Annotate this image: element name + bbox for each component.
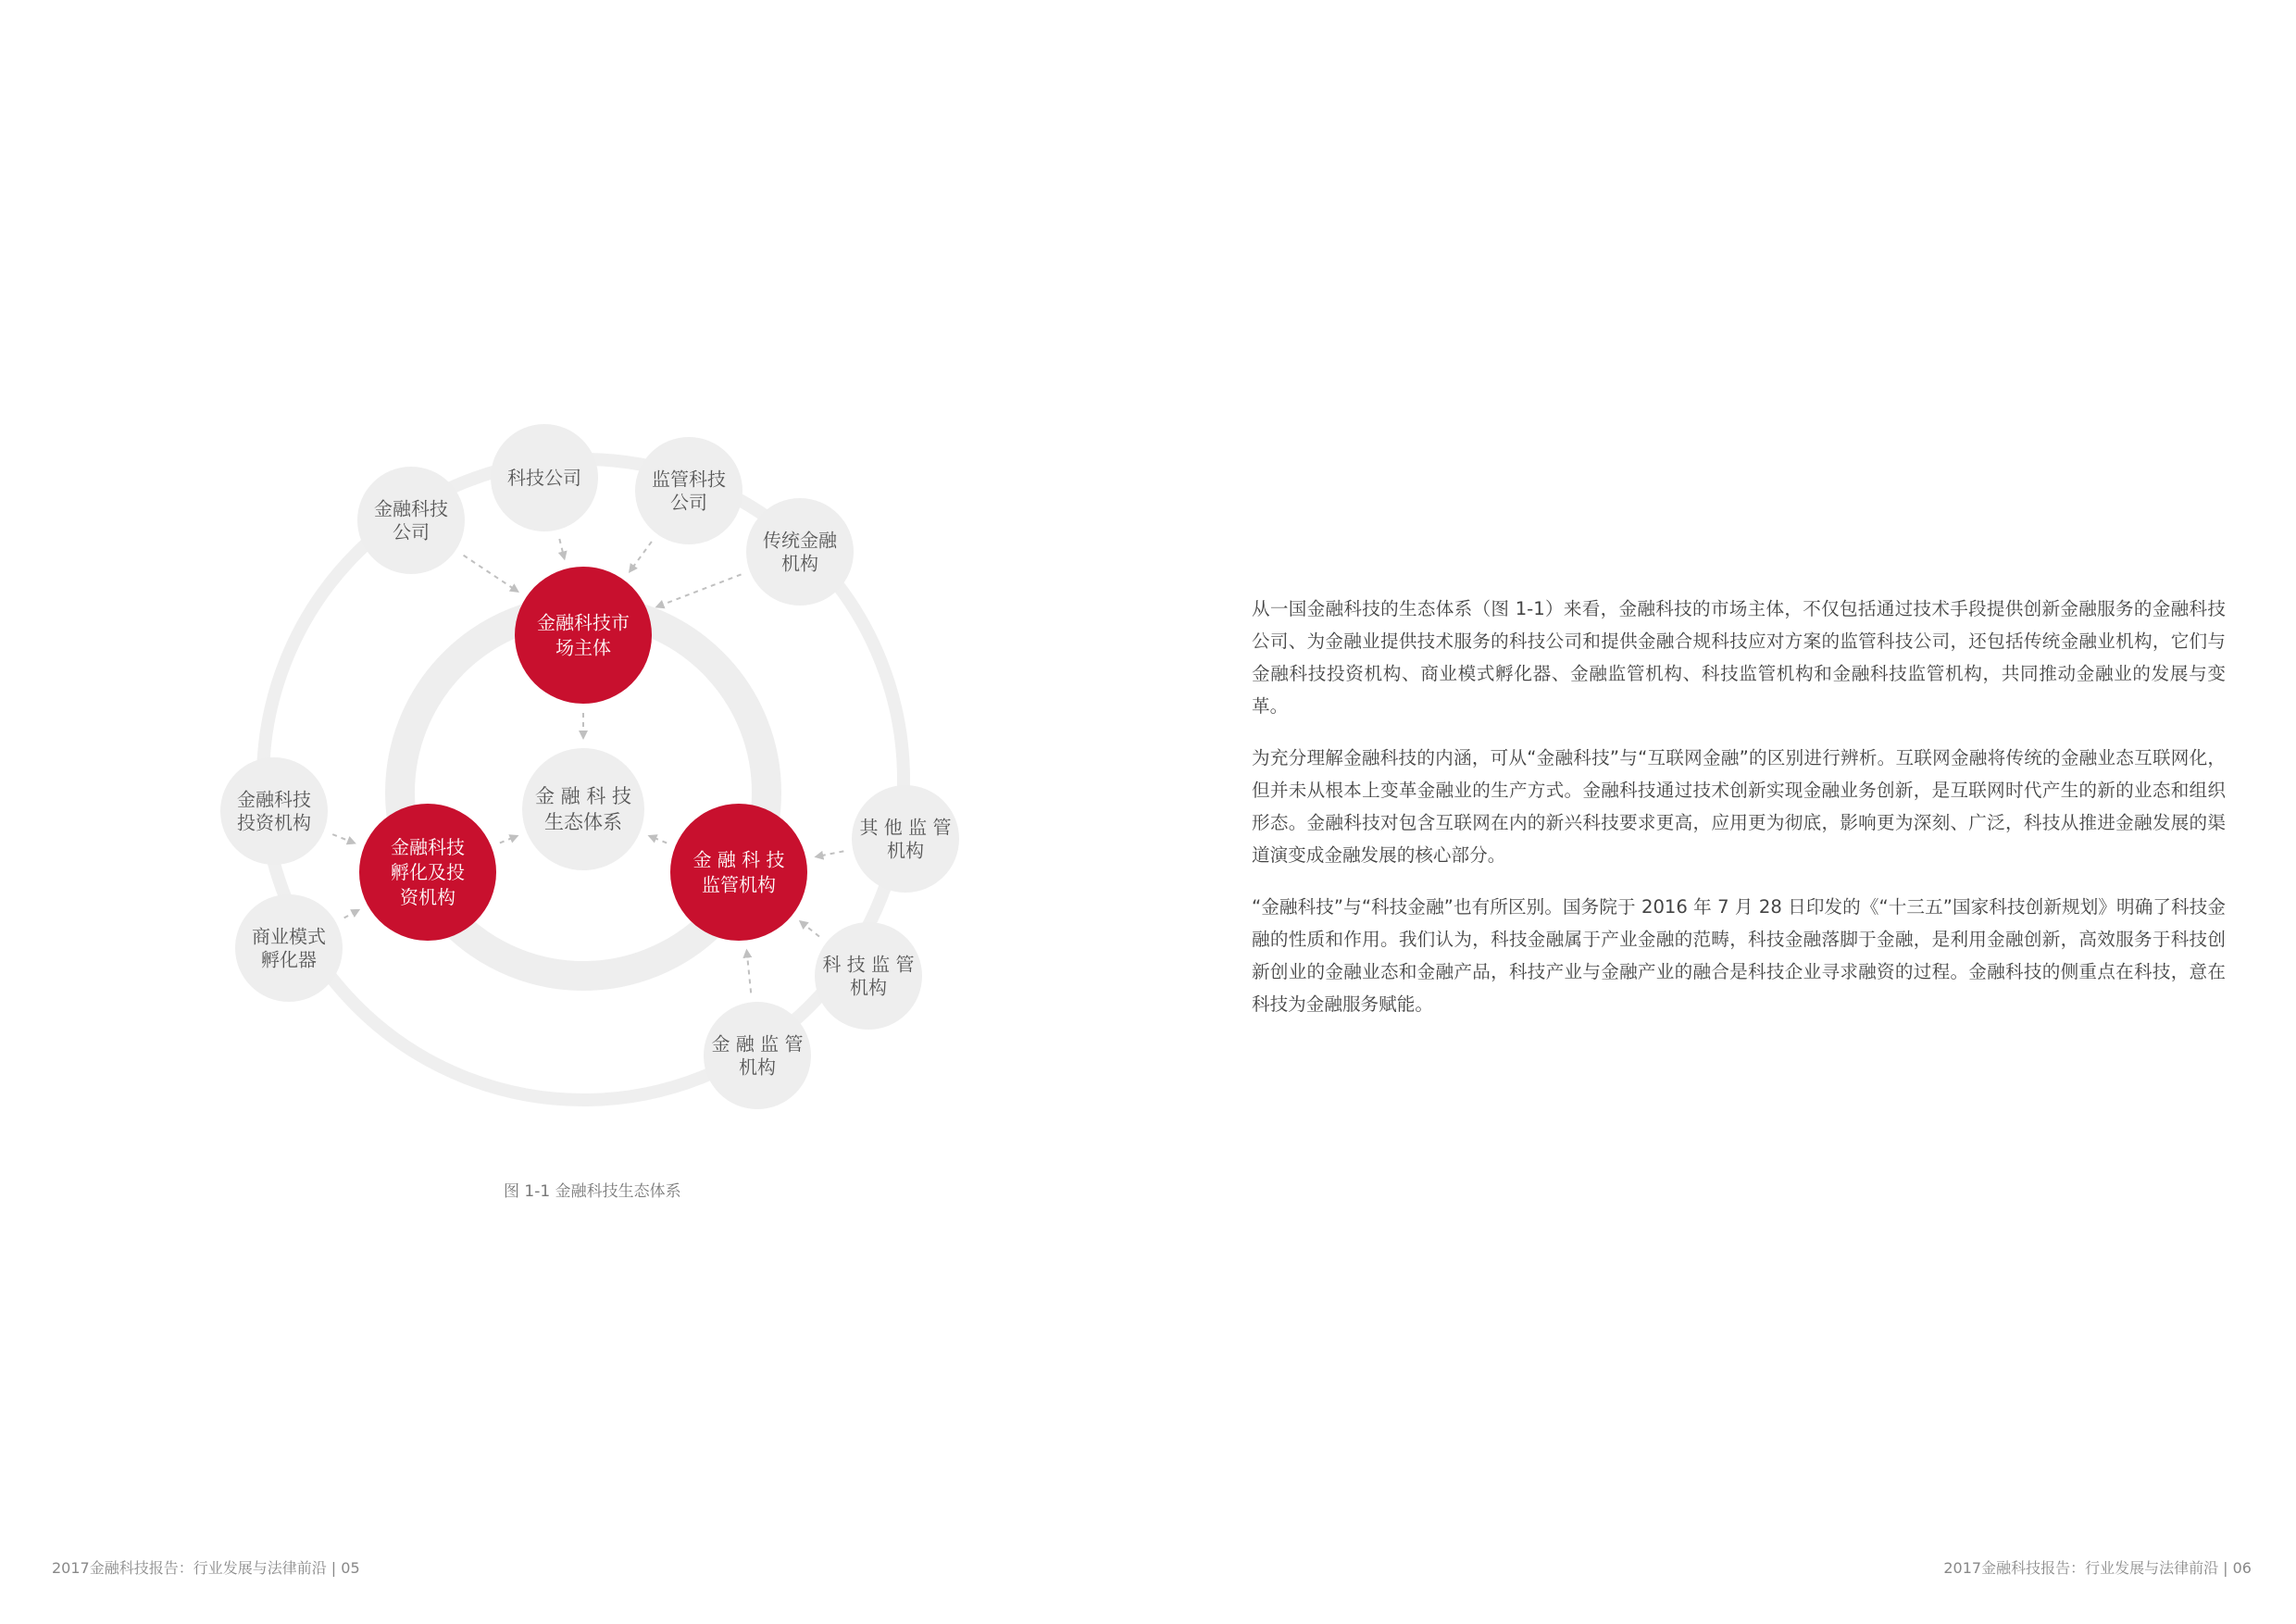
node-label-other-regulator-2: 机构 (887, 839, 924, 862)
node-label-center-2: 生态体系 (544, 811, 622, 833)
node-center (522, 748, 644, 870)
node-finance-regulator (704, 1002, 811, 1109)
node-label-other-regulator-1: 其 他 监 管 (859, 816, 952, 839)
node-circle-regulator (670, 804, 807, 941)
node-label-market-2: 场主体 (555, 636, 611, 659)
arrow-traditional-finance-to-market (657, 574, 741, 606)
arrow-regtech-company-to-market (630, 542, 652, 571)
node-incubator (359, 804, 496, 941)
arrow-incubator-to-center (500, 836, 517, 843)
arrow-tech-regulator-to-regulator (801, 922, 819, 937)
node-label-finance-regulator-2: 机构 (739, 1056, 776, 1079)
fintech-ecosystem-diagram (0, 0, 1148, 1204)
node-label-fintech-company-1: 金融科技 (374, 497, 448, 520)
node-traditional-finance (746, 498, 854, 606)
node-label-center-1: 金 融 科 技 (534, 785, 632, 807)
body-text (1252, 593, 2226, 1040)
arrow-regulator-to-center (650, 836, 667, 843)
node-label-fintech-investment-1: 金融科技 (237, 788, 311, 811)
footer-left-page-number: 2017金融科技报告：行业发展与法律前沿 | 05 (52, 1559, 360, 1577)
paragraph-3: “金融科技”与“科技金融”也有所区别。国务院于 2016 年 7 月 28 日印发的《“十三五”国家科技创新规划》明确了科技金融的性质和作用。我们认为，科技金融属于产业金融的范畴，科技金融落脚于金融，是利用金融创新，高效服务于科技创新创业的金融业态和金融产品，科技产业与金融产业的融合是科技企业寻求融资的过程。金融科技的侧重点在科技，意在科技为金融服务赋能。 (1252, 896, 2226, 1015)
node-label-tech-regulator-1: 科 技 监 管 (822, 953, 915, 976)
node-label-business-incubator-1: 商业模式 (252, 925, 326, 948)
node-label-fintech-investment-2: 投资机构 (237, 811, 311, 834)
node-regulator (670, 804, 807, 941)
paragraph-2: 为充分理解金融科技的内涵，可从“金融科技”与“互联网金融”的区别进行辨析。互联网金融将传统的金融业态互联网化，但并未从根本上变革金融业的生产方式。金融科技通过技术创新实现金融业务创新，是互联网时代产生的新的业态和组织形态。金融科技对包含互联网在内的新兴科技要求更高，应用更为彻底，影响更为深刻、广泛，科技从推进金融发展的渠道演变成金融发展的核心部分。 (1252, 747, 2226, 866)
node-regtech-company (635, 437, 742, 544)
arrow-finance-regulator-to-regulator (747, 952, 752, 993)
arrow-fintech-company-to-market (464, 556, 518, 592)
node-label-incubator-2: 孵化及投 (391, 861, 465, 883)
nodes-group (220, 424, 959, 1109)
node-label-business-incubator-2: 孵化器 (261, 948, 317, 971)
node-label-market-1: 金融科技市 (537, 611, 630, 634)
figure-caption: 图 1-1 金融科技生态体系 (504, 1182, 681, 1201)
node-circle-market (515, 567, 652, 704)
node-label-regtech-company-1: 监管科技 (652, 468, 726, 491)
node-label-regtech-company-2: 公司 (670, 491, 707, 514)
node-fintech-company (357, 467, 465, 574)
node-label-traditional-finance-1: 传统金融 (763, 529, 837, 552)
node-label-regulator-2: 监管机构 (702, 873, 776, 896)
node-label-incubator-3: 资机构 (400, 886, 455, 908)
node-label-regulator-1: 金 融 科 技 (693, 848, 785, 871)
node-business-incubator (235, 894, 343, 1002)
node-label-traditional-finance-2: 机构 (781, 552, 818, 575)
arrow-business-incubator-to-incubator (344, 910, 358, 918)
node-label-finance-regulator-1: 金 融 监 管 (711, 1032, 804, 1056)
node-label-tech-regulator-2: 机构 (850, 976, 887, 999)
paragraph-1: 从一国金融科技的生态体系（图 1-1）来看，金融科技的市场主体，不仅包括通过技术手段提供创新金融服务的金融科技公司、为金融业提供技术服务的科技公司和提供金融合规科技应对方案的监管科技公司，还包括传统金融业机构，它们与金融科技投资机构、商业模式孵化器、金融监管机构、科技监管机构和金融科技监管机构，共同推动金融业的发展与变革。 (1252, 598, 2226, 717)
node-fintech-investment (220, 757, 328, 865)
node-label-incubator-1: 金融科技 (391, 836, 465, 858)
arrow-tech-company-to-market (559, 539, 564, 557)
node-tech-regulator (815, 922, 922, 1030)
node-label-fintech-company-2: 公司 (393, 520, 430, 543)
node-circle-center (522, 748, 644, 870)
node-other-regulator (852, 785, 959, 893)
arrow-fintech-investment-to-incubator (332, 834, 354, 843)
node-market (515, 567, 652, 704)
arrow-other-regulator-to-regulator (817, 851, 843, 856)
footer-right-page-number: 2017金融科技报告：行业发展与法律前沿 | 06 (1943, 1559, 2252, 1577)
node-label-tech-company-1: 科技公司 (507, 467, 581, 489)
node-tech-company (491, 424, 598, 531)
